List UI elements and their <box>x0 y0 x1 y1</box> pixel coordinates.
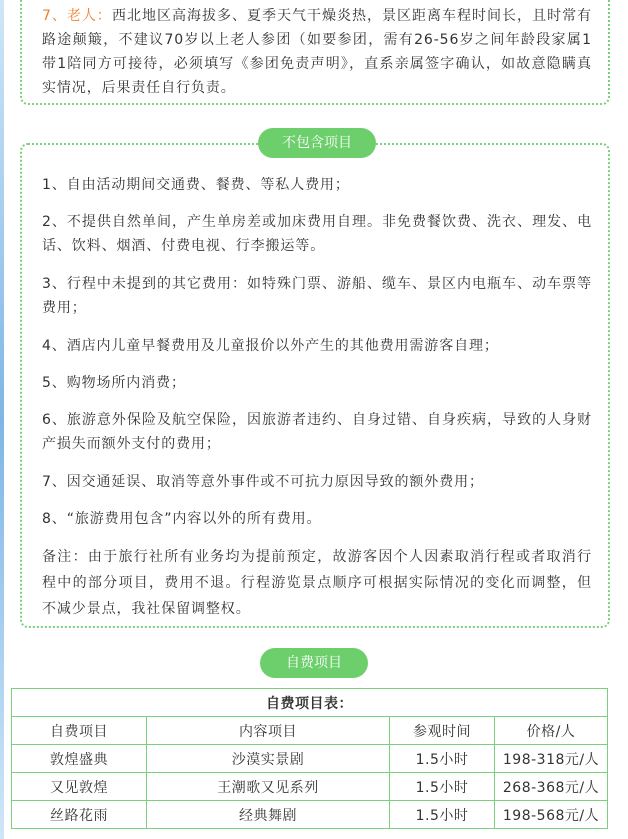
column-header: 内容项目 <box>147 717 390 745</box>
excluded-item: 7、因交通延误、取消等意外事件或不可抗力原因导致的额外费用； <box>42 474 484 490</box>
excluded-item: 8、“旅游费用包含”内容以外的所有费用。 <box>42 511 322 527</box>
table-title: 自费项目表： <box>12 689 608 717</box>
excluded-item: 2、不提供自然单间，产生单房差或加床费用自理。非免费餐饮费、洗衣、理发、电话、饮料、烟酒、付费电视、行李搬运等。 <box>42 214 592 254</box>
table-cell: 又见敦煌 <box>12 773 147 801</box>
column-header: 参观时间 <box>390 717 495 745</box>
elderly-notice <box>42 4 592 100</box>
optional-table <box>11 688 608 829</box>
table-header-row <box>12 717 608 745</box>
table-row <box>12 801 608 829</box>
left-decor-bar <box>0 0 4 839</box>
table-cell: 198-318元/人 <box>495 745 608 773</box>
column-header: 自费项目 <box>12 717 147 745</box>
table-cell: 1.5小时 <box>390 745 495 773</box>
notice-prefix: 7、老人： <box>42 8 112 24</box>
table-cell: 经典舞剧 <box>147 801 390 829</box>
table-cell: 198-568元/人 <box>495 801 608 829</box>
excluded-item: 5、购物场所内消费； <box>42 375 186 391</box>
table-cell: 268-368元/人 <box>495 773 608 801</box>
table-cell: 沙漠实景剧 <box>147 745 390 773</box>
table-row <box>12 773 608 801</box>
excluded-item: 1、自由活动期间交通费、餐费、等私人费用； <box>42 177 350 193</box>
table-cell: 王潮歌又见系列 <box>147 773 390 801</box>
table-cell: 1.5小时 <box>390 801 495 829</box>
table-cell: 丝路花雨 <box>12 801 147 829</box>
table-cell: 1.5小时 <box>390 773 495 801</box>
excluded-title-badge: 不包含项目 <box>258 128 376 158</box>
excluded-item: 3、行程中未提到的其它费用：如特殊门票、游船、缆车、景区内电瓶车、动车票等费用； <box>42 276 592 316</box>
table-title-row <box>12 689 608 717</box>
optional-title-badge: 自费项目 <box>260 648 368 678</box>
table-row <box>12 745 608 773</box>
notice-text: 西北地区高海拔多、夏季天气干燥炎热，景区距离车程时间长，且时常有路途颠簸，不建议70岁以上老人参团（如要参团，需有26-56岁之间年龄段家属1带1陪同方可接待，必须填写《参团免责声明》，直系亲属签字确认，如故意隐瞒真实情况，后果责任自行负责。 <box>42 8 592 96</box>
excluded-item: 4、酒店内儿童早餐费用及儿童报价以外产生的其他费用需游客自理； <box>42 338 499 354</box>
excluded-item: 6、旅游意外保险及航空保险，因旅游者违约、自身过错、自身疾病，导致的人身财产损失而额外支付的费用； <box>42 412 592 452</box>
table-cell: 敦煌盛典 <box>12 745 147 773</box>
excluded-note: 备注：由于旅行社所有业务均为提前预定，故游客因个人因素取消行程或者取消行程中的部分项目，费用不退。行程游览景点顺序可根据实际情况的变化而调整，但不减少景点，我社保留调整权。 <box>42 549 592 617</box>
column-header: 价格/人 <box>495 717 608 745</box>
